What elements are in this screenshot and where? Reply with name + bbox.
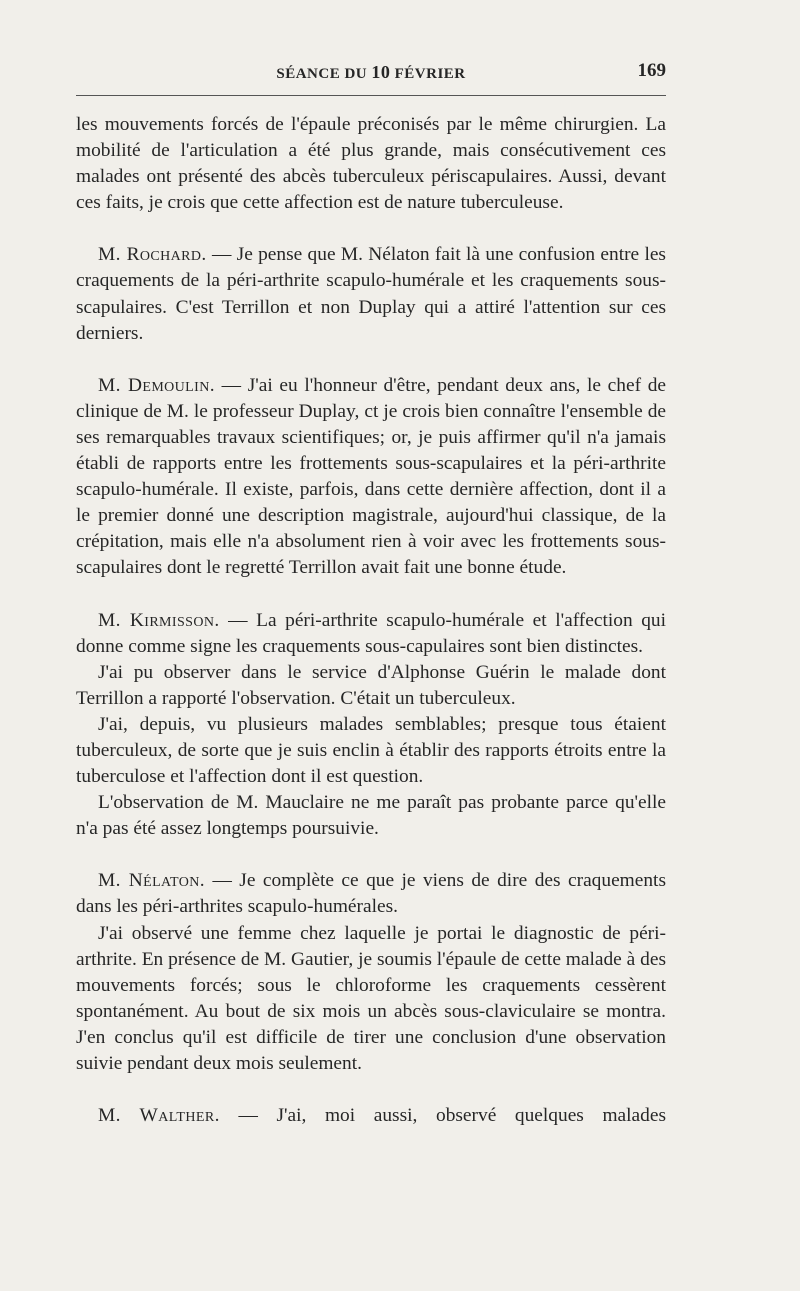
running-head xyxy=(76,60,666,82)
paragraph xyxy=(76,712,666,790)
paragraph-text: — La péri-arthrite scapulo-humérale et l'affection qui donne comme signe les craquements sous-capulaires sont bien distinctes. xyxy=(76,609,666,657)
body-text xyxy=(76,112,666,1129)
paragraph-text: — Je pense que M. Nélaton fait là une confusion entre les craquements de la péri-arthrite scapulo-humérale et les craquements sous-scapulaires. C'est Terrillon et non Duplay qui a attiré l'attention sur ces derniers. xyxy=(76,244,666,344)
paragraph xyxy=(76,242,666,346)
paragraph-text: les mouvements forcés de l'épaule préconisés par le même chirurgien. La mobilité de l'articulation a été plus grande, mais consécutivement ces malades ont présenté des abcès tuberculeux périscapulaires. Aussi, devant ces faits, je crois que cette affection est de nature tuberculeuse. xyxy=(76,114,666,214)
running-title-date: 10 xyxy=(371,62,391,82)
speaker-name: M. Walther. xyxy=(98,1105,220,1127)
paragraph-text: J'ai pu observer dans le service d'Alphonse Guérin le malade dont Terrillon a rapporté l'observation. C'était un tuberculeux. xyxy=(76,661,666,709)
paragraph-text: J'ai, depuis, vu plusieurs malades semblables; presque tous étaient tuberculeux, de sorte que je suis enclin à établir des rapports étroits entre la tuberculose et l'affection dont il est question. xyxy=(76,713,666,788)
paragraph xyxy=(76,608,666,660)
running-title-part: SÉANCE DU xyxy=(276,66,372,82)
header-rule xyxy=(76,95,666,96)
speaker-name: M. Nélaton. xyxy=(98,870,205,892)
paragraph xyxy=(76,660,666,712)
paragraph xyxy=(76,921,666,1078)
running-title-month: FÉVRIER xyxy=(390,66,466,82)
paragraph-text: J'ai observé une femme chez laquelle je portai le diagnostic de péri-arthrite. En présence de M. Gautier, je soumis l'épaule de cette malade à des mouvements forcés; sous le chloroforme les craquements cessèrent spontanément. Au bout de six mois un abcès sous-claviculaire se montra. J'en conclus qu'il est difficile de tirer une conclusion d'une observation suivie pendant deux mois seulement. xyxy=(76,922,666,1074)
running-title xyxy=(76,62,666,83)
paragraph-text: L'observation de M. Mauclaire ne me paraît pas probante parce qu'elle n'a pas été assez longtemps poursuivie. xyxy=(76,792,666,840)
speaker-name: M. Kirmisson. xyxy=(98,609,220,631)
paragraph-text: — J'ai eu l'honneur d'être, pendant deux ans, le chef de clinique de M. le professeur Duplay, ct je crois bien connaître l'ensemble de ses remarquables travaux scientifiques; or, je puis affirmer qu'il n'a jamais établi de rapports entre les frottements sous-scapulaires et la péri-arthrite scapulo-humérale. Il existe, parfois, dans cette dernière affection, dont il a le premier donné une description magistrale, aujourd'hui classique, de la crépitation, mais elle n'a absolument rien à voir avec les frottements sous-scapulaires dont le regretté Terrillon avait fait une bonne étude. xyxy=(76,374,667,579)
speaker-name: M. Rochard. xyxy=(98,244,207,266)
page-number: 169 xyxy=(637,60,666,81)
paragraph xyxy=(76,1103,666,1129)
paragraph xyxy=(76,373,666,582)
speaker-name: M. Demoulin. xyxy=(98,374,215,396)
paragraph xyxy=(76,868,666,920)
paragraph xyxy=(76,112,666,216)
paragraph-text: — Je complète ce que je viens de dire des craquements dans les péri-arthrites scapulo-humérales. xyxy=(76,870,666,918)
paragraph-text: — J'ai, moi aussi, observé quelques malades xyxy=(219,1105,666,1127)
paragraph xyxy=(76,790,666,842)
